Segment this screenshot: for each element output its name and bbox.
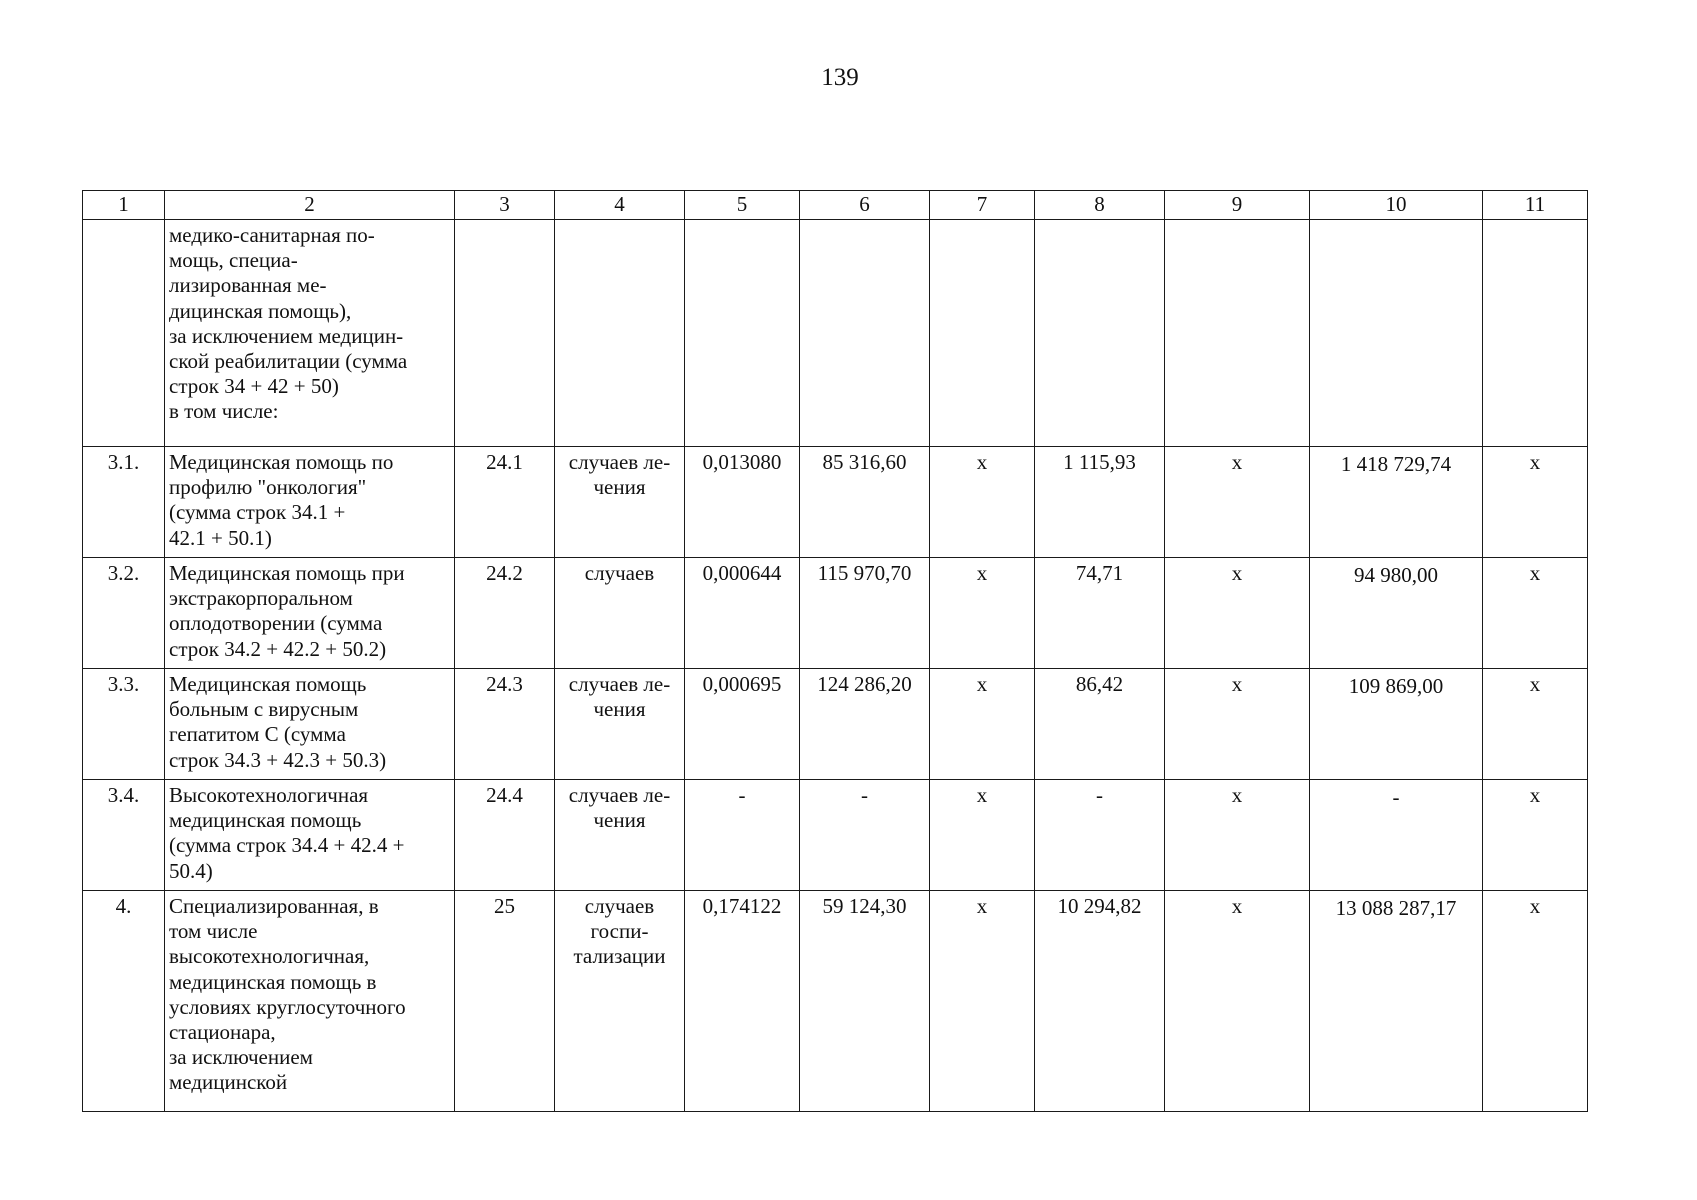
row-col-5: 0,000644 <box>685 558 800 669</box>
table-row <box>83 447 1588 558</box>
column-header: 4 <box>555 191 685 220</box>
row-col-6: 115 970,70 <box>800 558 930 669</box>
row-col-11: х <box>1483 447 1588 558</box>
row-name-text: Медицинская помощь при экстракорпоральном оплодотворении (сумма строк 34.2 + 42.2 + 50.2) <box>169 561 405 661</box>
row-col-8: 86,42 <box>1035 669 1165 780</box>
row-unit <box>555 780 685 891</box>
row-number: 3.2. <box>83 558 165 669</box>
row-unit-text: случаев ле- чения <box>568 450 671 500</box>
row-col-9: х <box>1165 891 1310 1112</box>
row-col-9: х <box>1165 558 1310 669</box>
column-header: 8 <box>1035 191 1165 220</box>
row-col-5 <box>685 220 800 447</box>
row-col-6: 85 316,60 <box>800 447 930 558</box>
row-col-9: х <box>1165 447 1310 558</box>
table-row <box>83 780 1588 891</box>
row-code <box>455 220 555 447</box>
row-col-11 <box>1483 220 1588 447</box>
column-header: 5 <box>685 191 800 220</box>
row-name <box>165 780 455 891</box>
data-table <box>82 190 1588 1112</box>
column-header: 6 <box>800 191 930 220</box>
row-col-10: - <box>1310 780 1483 891</box>
row-code: 24.3 <box>455 669 555 780</box>
column-header-row <box>83 191 1588 220</box>
column-header: 2 <box>165 191 455 220</box>
row-col-6: 124 286,20 <box>800 669 930 780</box>
row-col-11: х <box>1483 780 1588 891</box>
row-name <box>165 447 455 558</box>
row-name <box>165 220 455 447</box>
row-number: 3.1. <box>83 447 165 558</box>
column-header: 3 <box>455 191 555 220</box>
row-unit-text: случаев госпи- тализации <box>573 894 666 969</box>
row-col-10: 94 980,00 <box>1310 558 1483 669</box>
row-col-11: х <box>1483 669 1588 780</box>
row-col-6: 59 124,30 <box>800 891 930 1112</box>
row-name <box>165 669 455 780</box>
row-col-10: 1 418 729,74 <box>1310 447 1483 558</box>
row-name <box>165 558 455 669</box>
column-header: 10 <box>1310 191 1483 220</box>
row-name-text: Медицинская помощь больным с вирусным гепатитом С (сумма строк 34.3 + 42.3 + 50.3) <box>169 672 387 772</box>
row-name-text: медико-санитарная по- мощь, специа- лизированная ме- дицинская помощь), за исключением медицин- ской реабилитации (сумма строк 34 + 42 + 50) в том числе: <box>169 223 408 424</box>
row-col-10: 13 088 287,17 <box>1310 891 1483 1112</box>
row-number: 3.4. <box>83 780 165 891</box>
row-unit <box>555 891 685 1112</box>
row-code: 24.2 <box>455 558 555 669</box>
row-col-9: х <box>1165 780 1310 891</box>
row-col-7: х <box>930 780 1035 891</box>
row-col-8: 74,71 <box>1035 558 1165 669</box>
row-unit-text: случаев ле- чения <box>568 672 671 722</box>
row-col-8: 10 294,82 <box>1035 891 1165 1112</box>
row-col-11: х <box>1483 558 1588 669</box>
row-col-5: - <box>685 780 800 891</box>
row-name <box>165 891 455 1112</box>
row-col-11: х <box>1483 891 1588 1112</box>
row-unit <box>555 220 685 447</box>
row-unit <box>555 558 685 669</box>
row-unit-text: случаев ле- чения <box>568 783 671 833</box>
row-code: 24.4 <box>455 780 555 891</box>
row-number <box>83 220 165 447</box>
row-col-7: х <box>930 669 1035 780</box>
row-col-5: 0,174122 <box>685 891 800 1112</box>
row-col-6: - <box>800 780 930 891</box>
row-col-8: - <box>1035 780 1165 891</box>
table-row <box>83 669 1588 780</box>
column-header: 9 <box>1165 191 1310 220</box>
row-name-text: Специализированная, в том числе высокотехнологичная, медицинская помощь в условиях круглосуточного стационара, за исключением медицинской <box>169 894 406 1095</box>
row-number: 4. <box>83 891 165 1112</box>
row-col-9: х <box>1165 669 1310 780</box>
table-row <box>83 891 1588 1112</box>
row-unit <box>555 447 685 558</box>
page-number: 139 <box>821 64 859 91</box>
row-col-9 <box>1165 220 1310 447</box>
row-unit-text: случаев <box>584 561 655 585</box>
row-name-text: Медицинская помощь по профилю "онкология" (сумма строк 34.1 + 42.1 + 50.1) <box>169 450 394 550</box>
row-col-7: х <box>930 447 1035 558</box>
row-col-5: 0,000695 <box>685 669 800 780</box>
row-col-10: 109 869,00 <box>1310 669 1483 780</box>
row-col-8: 1 115,93 <box>1035 447 1165 558</box>
row-code: 24.1 <box>455 447 555 558</box>
row-col-7: х <box>930 558 1035 669</box>
column-header: 11 <box>1483 191 1588 220</box>
row-code: 25 <box>455 891 555 1112</box>
row-col-7 <box>930 220 1035 447</box>
row-col-6 <box>800 220 930 447</box>
row-col-5: 0,013080 <box>685 447 800 558</box>
table-row <box>83 220 1588 447</box>
column-header: 7 <box>930 191 1035 220</box>
column-header: 1 <box>83 191 165 220</box>
row-name-text: Высокотехнологичная медицинская помощь (сумма строк 34.4 + 42.4 + 50.4) <box>169 783 405 883</box>
row-col-8 <box>1035 220 1165 447</box>
row-col-7: х <box>930 891 1035 1112</box>
table-row <box>83 558 1588 669</box>
row-number: 3.3. <box>83 669 165 780</box>
row-unit <box>555 669 685 780</box>
row-col-10 <box>1310 220 1483 447</box>
